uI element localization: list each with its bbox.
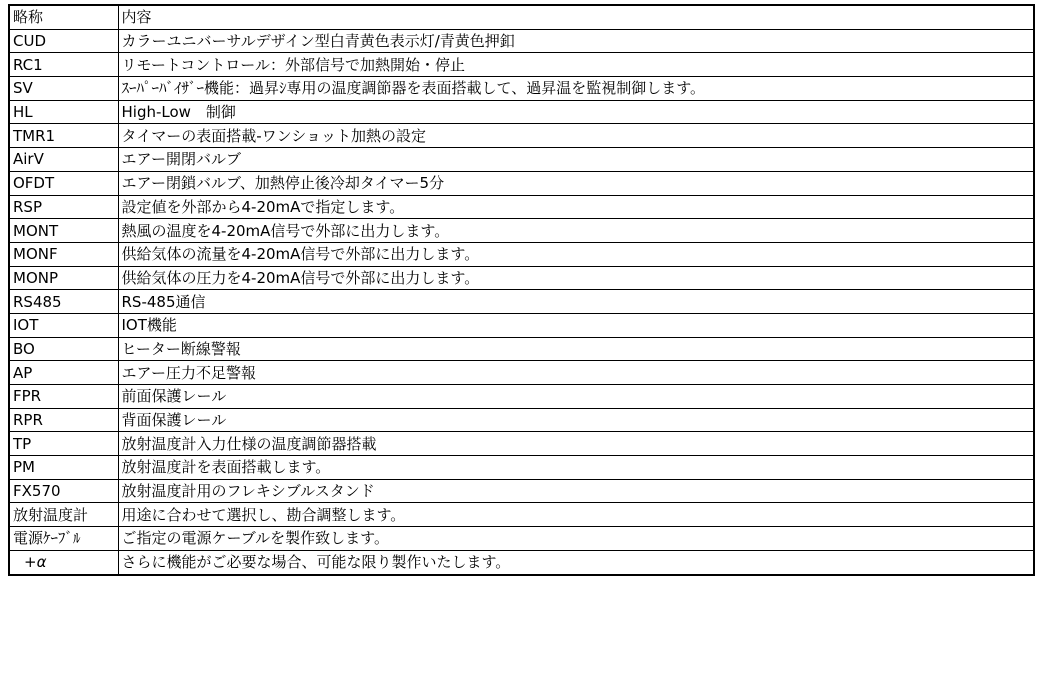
- row-content: 放射温度計用のフレキシブルスタンド: [118, 479, 1034, 503]
- table-row: [9, 479, 1034, 503]
- table-row: [9, 266, 1034, 290]
- table-row: [9, 242, 1034, 266]
- row-abbr: RS485: [9, 290, 118, 314]
- row-abbr: 電源ｹｰﾌﾞﾙ: [9, 527, 118, 551]
- row-content: IOT機能: [118, 313, 1034, 337]
- row-content: High-Low 制御: [118, 100, 1034, 124]
- table-row: [9, 385, 1034, 409]
- table-row: [9, 195, 1034, 219]
- table-row: [9, 77, 1034, 101]
- table-row: [9, 100, 1034, 124]
- row-abbr: RC1: [9, 53, 118, 77]
- table-row: [9, 432, 1034, 456]
- row-content: 設定値を外部から4-20mAで指定します。: [118, 195, 1034, 219]
- row-content: カラーユニバーサルデザイン型白青黄色表示灯/青黄色押釦: [118, 29, 1034, 53]
- row-abbr: TMR1: [9, 124, 118, 148]
- row-abbr: MONT: [9, 219, 118, 243]
- row-abbr: AP: [9, 361, 118, 385]
- row-abbr: OFDT: [9, 171, 118, 195]
- row-content: RS-485通信: [118, 290, 1034, 314]
- table-row: [9, 527, 1034, 551]
- table-row: [9, 53, 1034, 77]
- row-content: リモートコントロール：外部信号で加熱開始・停止: [118, 53, 1034, 77]
- row-abbr: +α: [9, 550, 118, 574]
- table-row: [9, 503, 1034, 527]
- row-abbr: MONP: [9, 266, 118, 290]
- table-row: [9, 550, 1034, 574]
- row-content: エアー圧力不足警報: [118, 361, 1034, 385]
- header-abbr: 略称: [9, 5, 118, 29]
- row-abbr: FPR: [9, 385, 118, 409]
- row-content: 背面保護レール: [118, 408, 1034, 432]
- row-content: 供給気体の流量を4-20mA信号で外部に出力します。: [118, 242, 1034, 266]
- row-abbr: RSP: [9, 195, 118, 219]
- row-abbr: PM: [9, 456, 118, 480]
- table-row: [9, 290, 1034, 314]
- row-abbr: HL: [9, 100, 118, 124]
- row-content: ご指定の電源ケーブルを製作致します。: [118, 527, 1034, 551]
- table-row: [9, 408, 1034, 432]
- table-row: [9, 148, 1034, 172]
- row-content: 熱風の温度を4-20mA信号で外部に出力します。: [118, 219, 1034, 243]
- row-content: さらに機能がご必要な場合、可能な限り製作いたします。: [118, 550, 1034, 574]
- header-content: 内容: [118, 5, 1034, 29]
- table-row: [9, 361, 1034, 385]
- row-abbr: BO: [9, 337, 118, 361]
- row-abbr: 放射温度計: [9, 503, 118, 527]
- row-abbr: TP: [9, 432, 118, 456]
- row-abbr: RPR: [9, 408, 118, 432]
- header-row: [9, 5, 1034, 29]
- table-row: [9, 219, 1034, 243]
- row-abbr: FX570: [9, 479, 118, 503]
- table-row: [9, 171, 1034, 195]
- row-content: 放射温度計入力仕様の温度調節器搭載: [118, 432, 1034, 456]
- table-row: [9, 313, 1034, 337]
- row-content: タイマーの表面搭載-ワンショット加熱の設定: [118, 124, 1034, 148]
- row-content: ヒーター断線警報: [118, 337, 1034, 361]
- row-content: 用途に合わせて選択し、勘合調整します。: [118, 503, 1034, 527]
- row-abbr: AirV: [9, 148, 118, 172]
- row-content: 前面保護レール: [118, 385, 1034, 409]
- row-abbr: IOT: [9, 313, 118, 337]
- row-content: 放射温度計を表面搭載します。: [118, 456, 1034, 480]
- row-abbr: MONF: [9, 242, 118, 266]
- row-content: エアー閉鎖バルブ、加熱停止後冷却タイマー5分: [118, 171, 1034, 195]
- row-abbr: SV: [9, 77, 118, 101]
- table-row: [9, 29, 1034, 53]
- row-content: ｽｰﾊﾟｰﾊﾞｲｻﾞｰ機能：過昇ｼ専用の温度調節器を表面搭載して、過昇温を監視制御します。: [118, 77, 1034, 101]
- options-table: [8, 4, 1035, 576]
- table-row: [9, 124, 1034, 148]
- row-content: 供給気体の圧力を4-20mA信号で外部に出力します。: [118, 266, 1034, 290]
- row-abbr: CUD: [9, 29, 118, 53]
- table-row: [9, 456, 1034, 480]
- row-content: エアー開閉バルブ: [118, 148, 1034, 172]
- table-row: [9, 337, 1034, 361]
